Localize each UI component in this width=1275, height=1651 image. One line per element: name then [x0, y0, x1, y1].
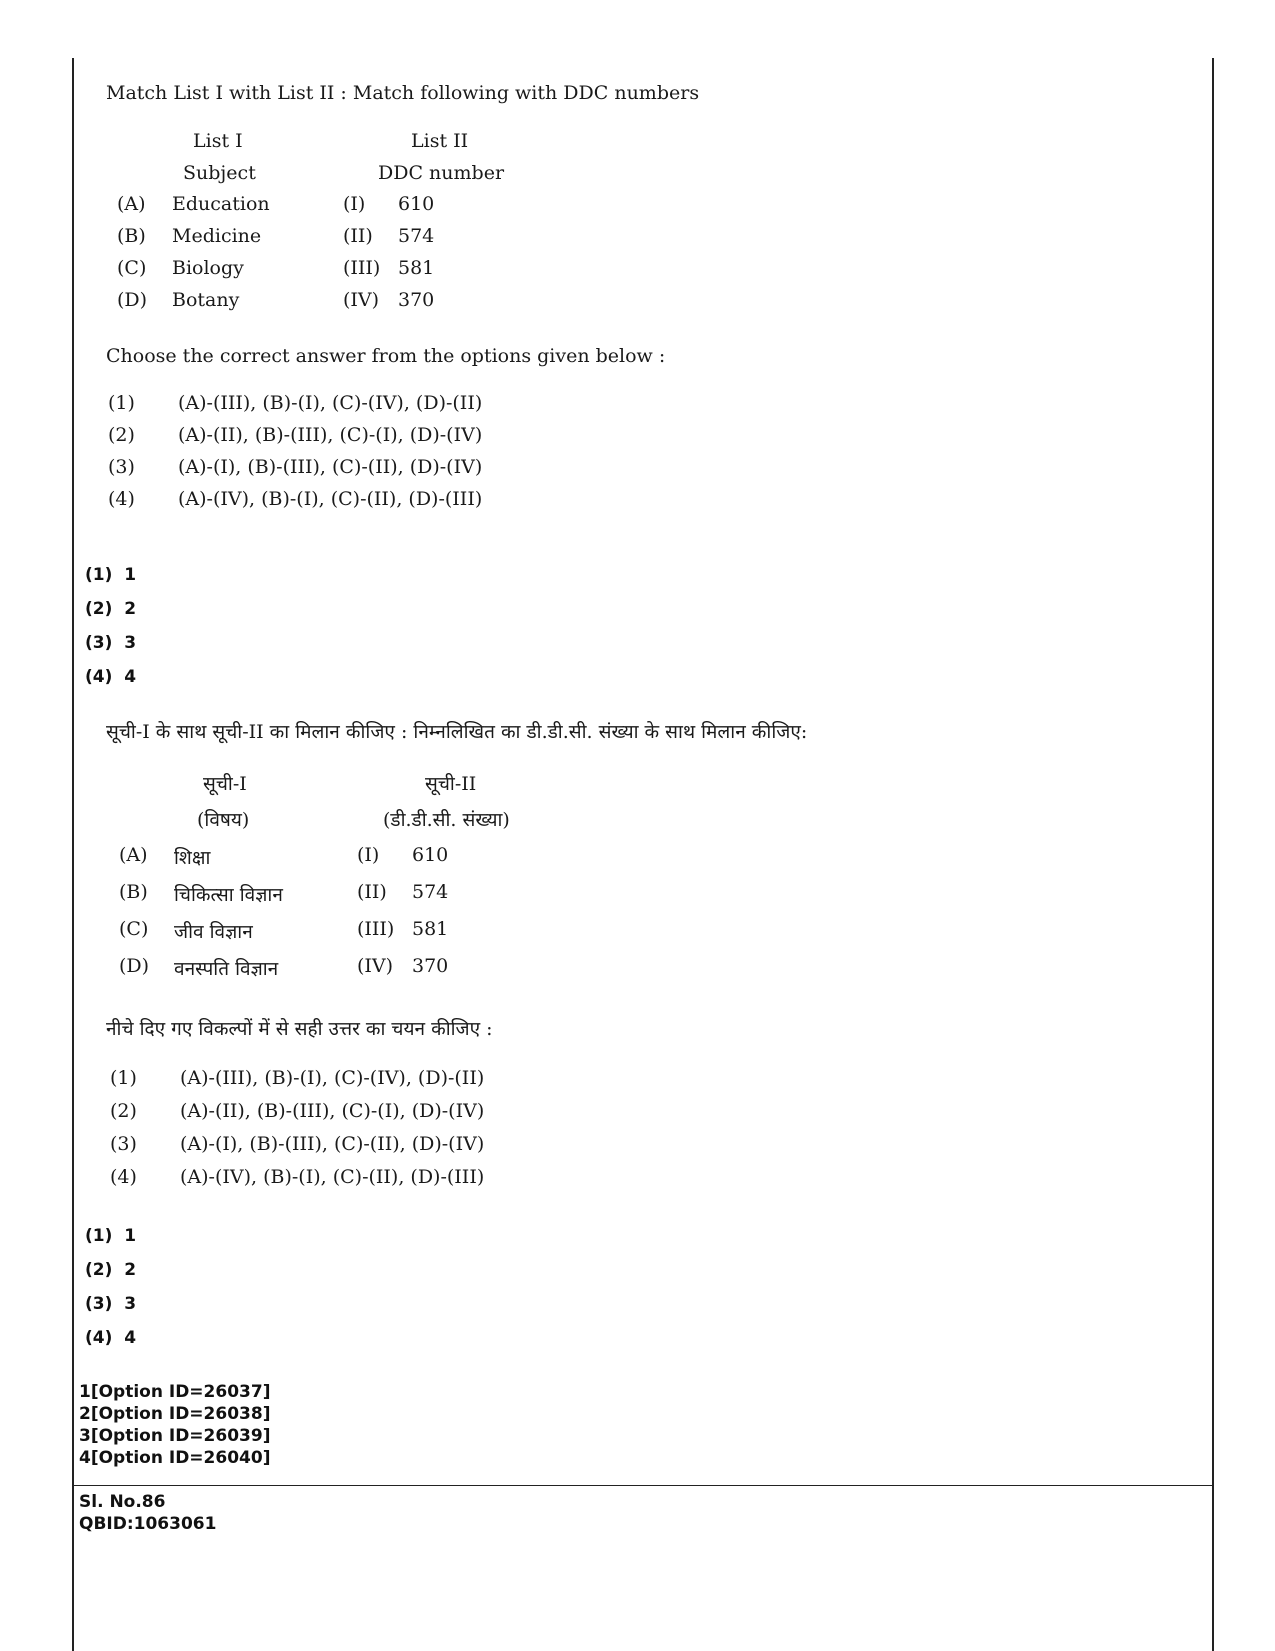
answer-option: (2) 2: [85, 599, 137, 619]
section-divider: [73, 1485, 1213, 1486]
row-key: (D): [119, 955, 150, 977]
list1-title-hindi: सूची-I: [203, 773, 247, 795]
row-num: (IV): [357, 955, 394, 977]
choice-number: (4): [108, 488, 135, 510]
list2-title-hindi: सूची-II: [425, 773, 477, 795]
row-item: Education: [172, 193, 270, 215]
row-item: चिकित्सा विज्ञान: [174, 884, 283, 906]
choice-number: (1): [110, 1067, 137, 1089]
choice-number: (3): [110, 1133, 137, 1155]
choice-text: (A)-(I), (B)-(III), (C)-(II), (D)-(IV): [180, 1133, 485, 1155]
row-value: 610: [398, 193, 435, 215]
instruction-english: Choose the correct answer from the options given below :: [106, 345, 666, 367]
row-item: Medicine: [172, 225, 262, 247]
row-value: 581: [412, 918, 449, 940]
answer-option: (3) 3: [85, 633, 137, 653]
row-value: 370: [412, 955, 449, 977]
answer-option: (2) 2: [85, 1260, 137, 1280]
page-frame-right: [1212, 58, 1214, 1651]
row-num: (I): [343, 193, 366, 215]
list1-subtitle: Subject: [183, 162, 256, 184]
row-key: (C): [119, 918, 149, 940]
row-num: (III): [343, 257, 381, 279]
row-value: 610: [412, 844, 449, 866]
row-key: (C): [117, 257, 147, 279]
row-num: (II): [357, 881, 387, 903]
row-key: (D): [117, 289, 148, 311]
option-id: 3[Option ID=26039]: [79, 1426, 271, 1446]
choice-text: (A)-(IV), (B)-(I), (C)-(II), (D)-(III): [178, 488, 483, 510]
row-value: 574: [412, 881, 449, 903]
choice-number: (4): [110, 1166, 137, 1188]
row-value: 574: [398, 225, 435, 247]
choice-number: (1): [108, 392, 135, 414]
choice-number: (2): [108, 424, 135, 446]
serial-number: Sl. No.86: [79, 1492, 166, 1512]
row-num: (IV): [343, 289, 380, 311]
answer-option: (1) 1: [85, 1226, 137, 1246]
choice-text: (A)-(II), (B)-(III), (C)-(I), (D)-(IV): [180, 1100, 485, 1122]
row-item: Botany: [172, 289, 240, 311]
choice-text: (A)-(III), (B)-(I), (C)-(IV), (D)-(II): [178, 392, 483, 414]
choice-text: (A)-(I), (B)-(III), (C)-(II), (D)-(IV): [178, 456, 483, 478]
choice-number: (3): [108, 456, 135, 478]
row-item: Biology: [172, 257, 244, 279]
list2-subtitle: DDC number: [378, 162, 505, 184]
answer-option: (3) 3: [85, 1294, 137, 1314]
list1-subtitle-hindi: (विषय): [197, 809, 250, 831]
row-num: (I): [357, 844, 380, 866]
instruction-hindi: नीचे दिए गए विकल्पों में से सही उत्तर का चयन कीजिए :: [106, 1018, 493, 1040]
answer-option: (4) 4: [85, 667, 137, 687]
row-num: (II): [343, 225, 373, 247]
list2-title: List II: [411, 130, 469, 152]
row-item: जीव विज्ञान: [174, 921, 253, 943]
row-value: 581: [398, 257, 435, 279]
question-text-english: Match List I with List II : Match following with DDC numbers: [106, 82, 700, 104]
answer-option: (1) 1: [85, 565, 137, 585]
row-num: (III): [357, 918, 395, 940]
option-id: 1[Option ID=26037]: [79, 1382, 271, 1402]
choice-number: (2): [110, 1100, 137, 1122]
choice-text: (A)-(III), (B)-(I), (C)-(IV), (D)-(II): [180, 1067, 485, 1089]
list2-subtitle-hindi: (डी.डी.सी. संख्या): [383, 809, 510, 831]
choice-text: (A)-(II), (B)-(III), (C)-(I), (D)-(IV): [178, 424, 483, 446]
row-key: (B): [119, 881, 148, 903]
choice-text: (A)-(IV), (B)-(I), (C)-(II), (D)-(III): [180, 1166, 485, 1188]
question-text-hindi: सूची-I के साथ सूची-II का मिलान कीजिए : निम्नलिखित का डी.डी.सी. संख्या के साथ मिलान कीजिए:: [106, 721, 808, 743]
option-id: 4[Option ID=26040]: [79, 1448, 271, 1468]
option-id: 2[Option ID=26038]: [79, 1404, 271, 1424]
list1-title: List I: [193, 130, 243, 152]
row-key: (A): [119, 844, 148, 866]
page-frame-left: [72, 58, 74, 1651]
row-key: (B): [117, 225, 146, 247]
row-key: (A): [117, 193, 146, 215]
row-value: 370: [398, 289, 435, 311]
row-item: वनस्पति विज्ञान: [174, 958, 279, 980]
row-item: शिक्षा: [174, 847, 211, 869]
answer-option: (4) 4: [85, 1328, 137, 1348]
qbid: QBID:1063061: [79, 1514, 217, 1534]
